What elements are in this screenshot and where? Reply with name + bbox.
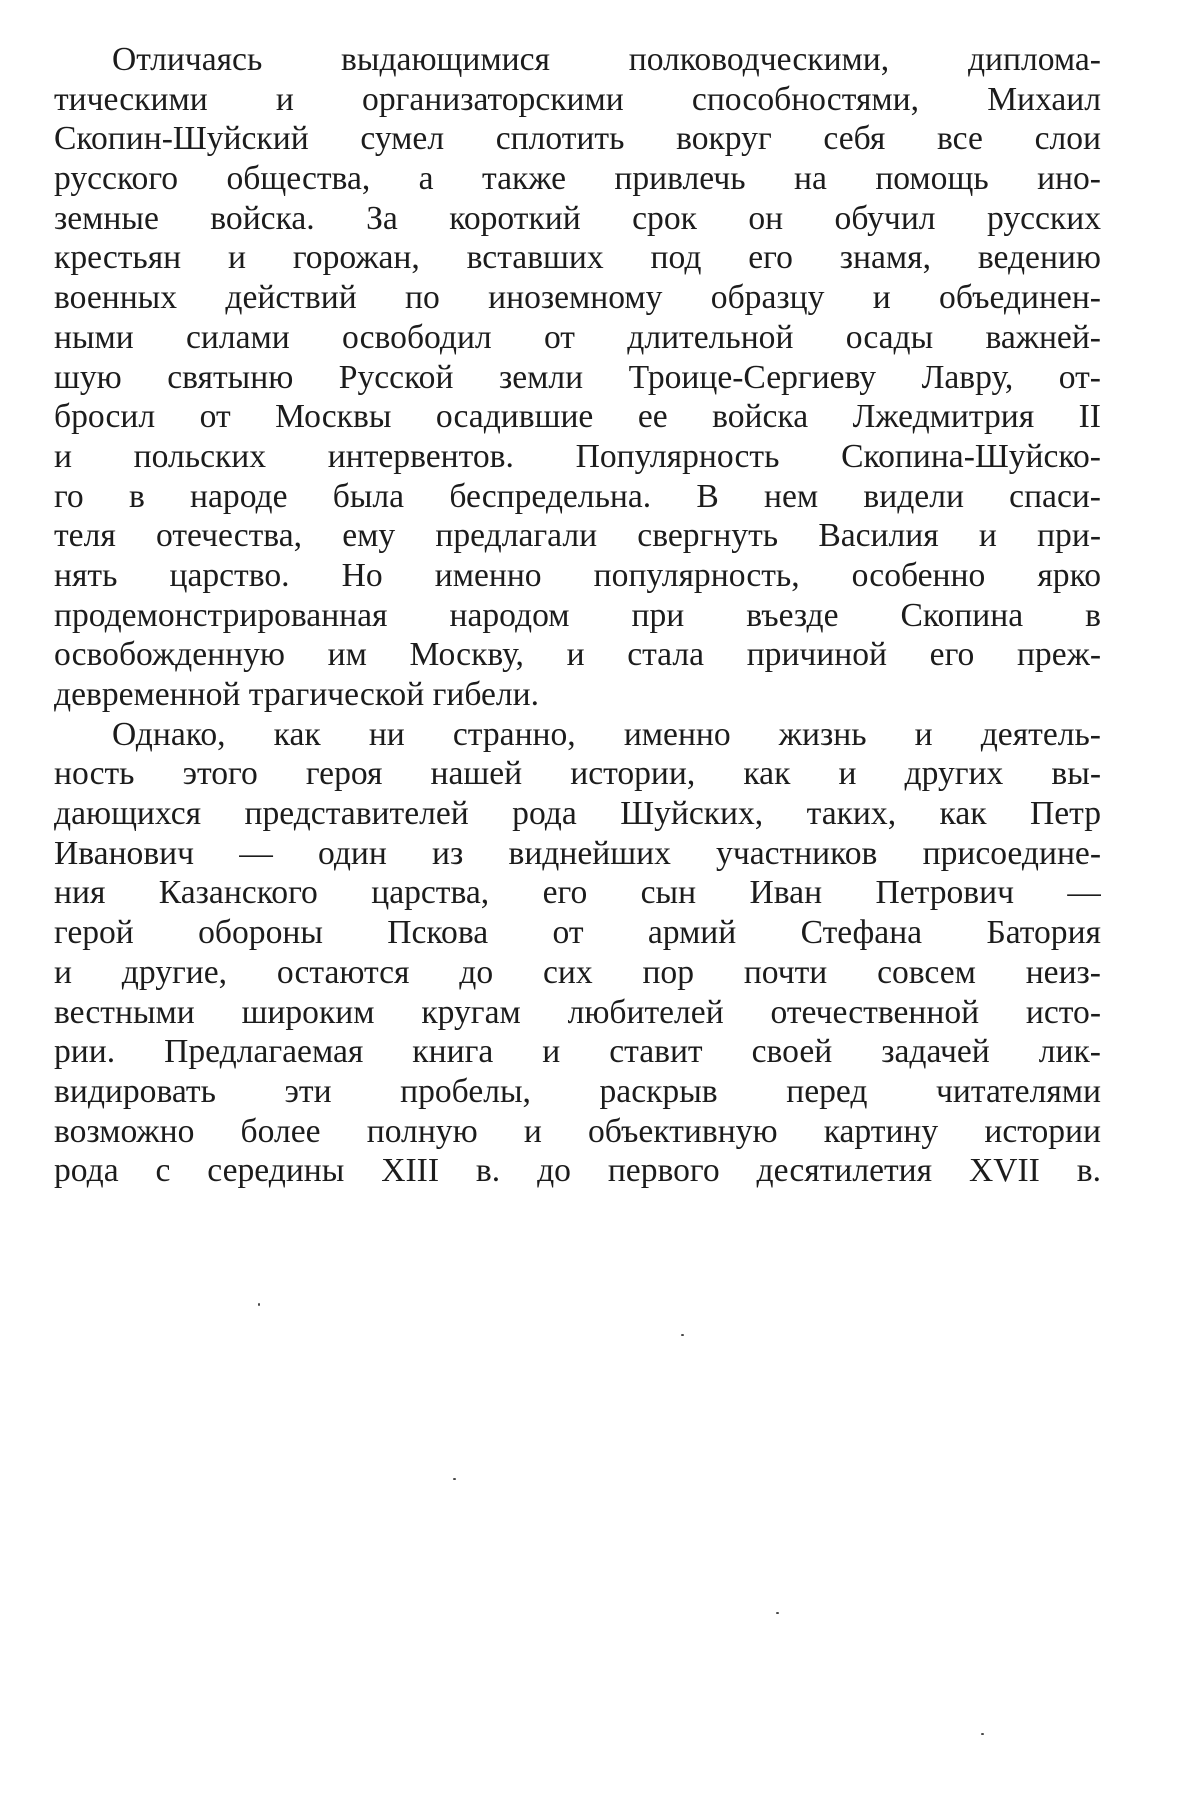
text-line: видировать эти пробелы, раскрыв перед читателями <box>54 1072 1101 1110</box>
text-line: Скопин-Шуйский сумел сплотить вокруг себя все слои <box>54 120 1101 158</box>
text-line: герой обороны Пскова от армий Стефана Батория <box>54 914 1101 952</box>
text-line: Однако, как ни странно, именно жизнь и деятель- <box>112 715 1101 753</box>
text-line: военных действий по иноземному образцу и объединен- <box>54 279 1101 317</box>
body-text <box>54 40 1101 1191</box>
scan-speck <box>453 1478 456 1480</box>
text-line: нять царство. Но именно популярность, особенно ярко <box>54 556 1101 594</box>
text-line: шую святыню Русской земли Троице-Сергиеву Лавру, от- <box>54 358 1101 396</box>
text-line: и польских интервентов. Популярность Скопина-Шуйско- <box>54 437 1101 475</box>
text-line: вестными широким кругам любителей отечественной исто- <box>54 993 1101 1031</box>
text-line: рода с середины XIII в. до первого десятилетия XVII в. <box>54 1152 1101 1190</box>
text-line: дающихся представителей рода Шуйских, таких, как Петр <box>54 795 1101 833</box>
text-line: тическими и организаторскими способностями, Михаил <box>54 80 1101 118</box>
text-line: Иванович — один из виднейших участников присоедине- <box>54 834 1101 872</box>
text-line: ными силами освободил от длительной осады важней- <box>54 318 1101 356</box>
text-line: девременной трагической гибели. <box>54 676 539 713</box>
text-line: теля отечества, ему предлагали свергнуть Василия и при- <box>54 517 1101 555</box>
text-line: освобожденную им Москву, и стала причиной его преж- <box>54 636 1101 674</box>
text-line: крестьян и горожан, вставших под его знамя, ведению <box>54 239 1101 277</box>
scan-speck <box>681 1334 684 1336</box>
text-line: ния Казанского царства, его сын Иван Петрович — <box>54 874 1101 912</box>
text-line: ность этого героя нашей истории, как и других вы- <box>54 755 1101 793</box>
scan-speck <box>776 1612 779 1614</box>
scan-speck <box>981 1733 984 1735</box>
paragraph-1 <box>54 40 1101 715</box>
paragraph-2 <box>54 715 1101 1191</box>
text-line: бросил от Москвы осадившие ее войска Лжедмитрия II <box>54 398 1101 436</box>
text-line: рии. Предлагаемая книга и ставит своей задачей лик- <box>54 1033 1101 1071</box>
text-line: возможно более полную и объективную картину истории <box>54 1112 1101 1150</box>
text-line: земные войска. За короткий срок он обучил русских <box>54 199 1101 237</box>
text-line: русского общества, а также привлечь на помощь ино- <box>54 160 1101 198</box>
text-line: го в народе была беспредельна. В нем видели спаси- <box>54 477 1101 515</box>
scan-speck <box>258 1303 260 1306</box>
text-line: продемонстрированная народом при въезде Скопина в <box>54 596 1101 634</box>
text-line: Отличаясь выдающимися полководческими, диплома- <box>112 41 1101 78</box>
text-line: и другие, остаются до сих пор почти совсем неиз- <box>54 953 1101 991</box>
